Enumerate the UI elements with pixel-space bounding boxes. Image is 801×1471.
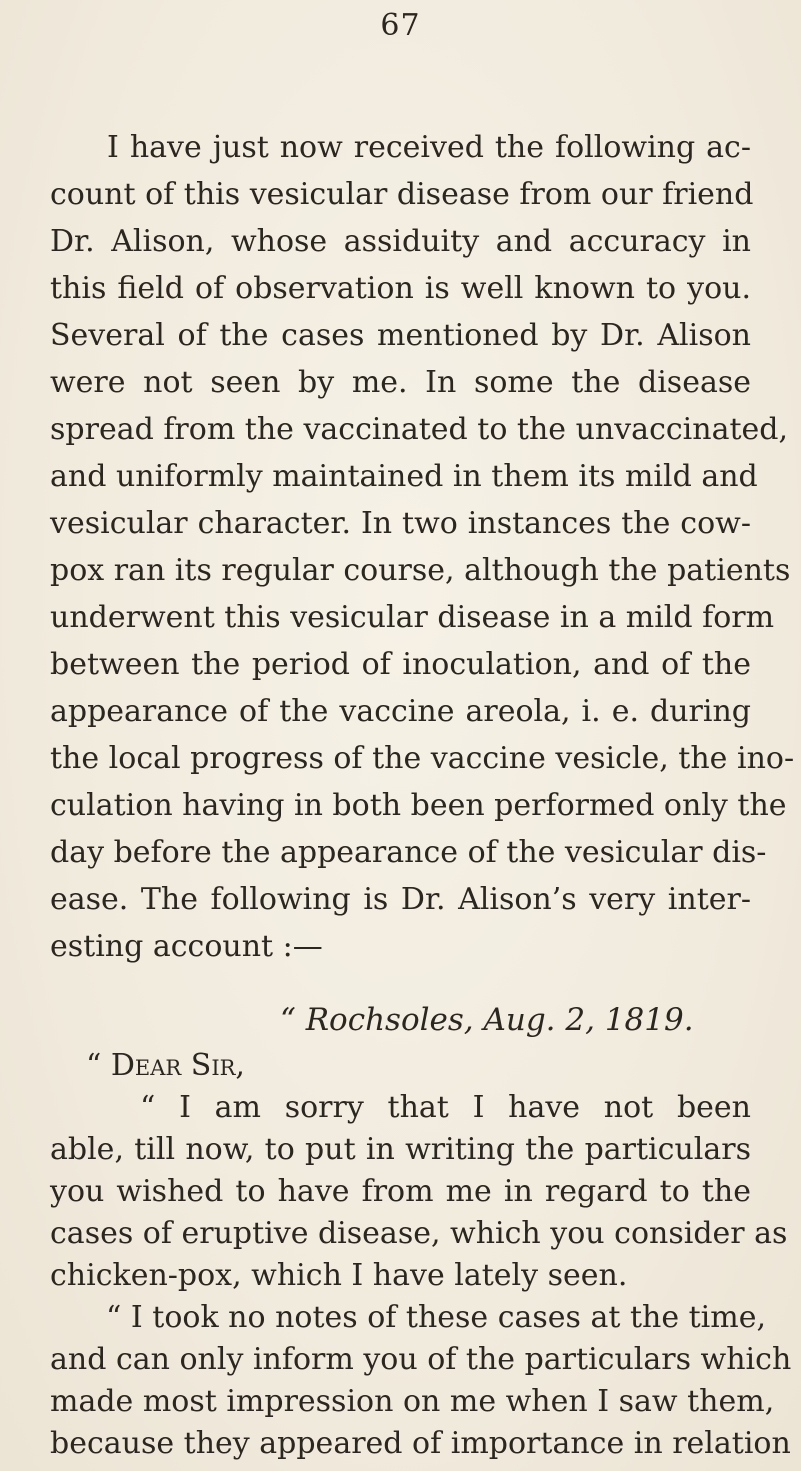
text-line: ease. The following is Dr. Alison’s very inter- [50,882,751,917]
page-number: 67 [380,8,421,43]
text-line: day before the appearance of the vesicular dis- [50,835,767,870]
text-line: underwent this vesicular disease in a mild form [50,600,775,635]
text-line: esting account :— [50,929,323,964]
text-line: cases of eruptive disease, which you consider as [50,1216,788,1251]
text-line: the local progress of the vaccine vesicle, the ino- [50,741,795,776]
text-line: made most impression on me when I saw them, [50,1384,775,1419]
text-line: “ I am sorry that I have not been [140,1090,751,1125]
text-line: were not seen by me. In some the disease [50,365,751,400]
text-line: “ I took no notes of these cases at the time, [106,1300,767,1335]
text-line: this field of observation is well known to you. [50,271,751,306]
text-line: culation having in both been performed only the [50,788,787,823]
text-line: Dr. Alison, whose assiduity and accuracy in [50,224,751,259]
text-line: and can only inform you of the particulars which [50,1342,792,1377]
text-line: able, till now, to put in writing the particulars [50,1132,751,1167]
text-line: appearance of the vaccine areola, i. e. during [50,694,751,729]
text-line: Several of the cases mentioned by Dr. Alison [50,318,751,353]
text-line: chicken-pox, which I have lately seen. [50,1258,628,1293]
letter-salutation: “ Dear Sir, [86,1048,245,1083]
text-line: I have just now received the following ac- [107,130,751,165]
text-line: pox ran its regular course, although the patients [50,553,791,588]
text-line: count of this vesicular disease from our friend [50,177,754,212]
letter-dateline: “ Rochsoles, Aug. 2, 1819. [280,1002,694,1038]
text-line: between the period of inoculation, and of the [50,647,751,682]
text-line: because they appeared of importance in relation [50,1426,791,1461]
text-line: spread from the vaccinated to the unvaccinated, [50,412,789,447]
text-line: you wished to have from me in regard to the [50,1174,751,1209]
text-line: vesicular character. In two instances the cow- [50,506,751,541]
text-line: and uniformly maintained in them its mild and [50,459,758,494]
